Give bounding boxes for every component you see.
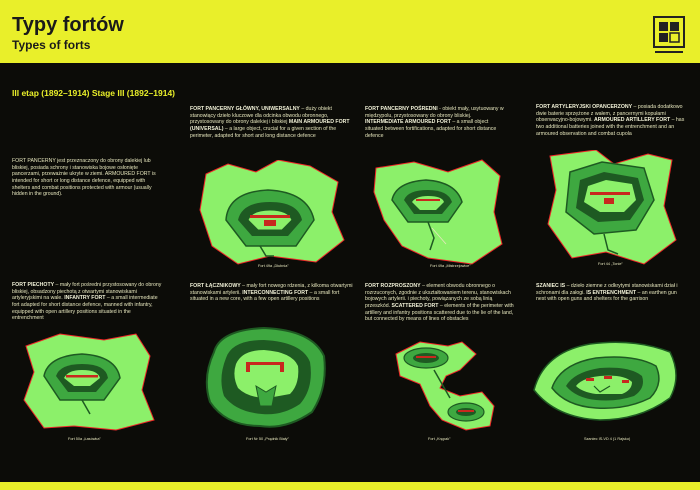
fort-interconnecting-desc-en: – a small fort situated in a new core, with a few open artillery positions <box>190 289 340 303</box>
fort-infantry-desc-pl: – mały fort pośredni przystosowany do obrony bliskiej, obsadzony piechotą z otwartymi stanowiskami artyleryjskimi na wale. <box>12 282 162 302</box>
fort-interconnecting-desc-pl: – mały fort nowego rdzenia, z kilkoma otwartymi stanowiskami artylerii. <box>190 283 353 296</box>
fort-artillery-plan <box>544 150 678 266</box>
fort-intermediate-name-en: INTERMEDIATE ARMOURED FORT <box>365 119 451 126</box>
fort-artillery-name-pl: FORT ARTYLERYJSKI OPANCERZONY <box>536 104 633 110</box>
fort-entrenchment-name-en: IS ENTRENCHMENT <box>586 289 637 296</box>
fort-interconnecting-name-pl: FORT ŁĄCZNIKOWY <box>190 283 241 289</box>
fort-main-caption: Fort 49a „Dłubnia” <box>258 264 289 268</box>
fort-scattered-desc-en: – elements of the perimeter with artillery and infantry positions scattered due to the lie of the land, but connected by means of lines of obstacles <box>365 302 514 323</box>
fort-scattered-text <box>365 283 515 323</box>
fort-main-desc-en: – a large object, crucial for a given section of the perimeter, adapted for short and long distance defence <box>190 125 337 139</box>
fort-infantry-name-pl: FORT PIECHOTY <box>12 282 55 288</box>
fort-intermediate-caption: Fort 49a „Mistrzejowice” <box>430 264 471 268</box>
fort-entrenchment-desc-en: – an earthen gun nest with open guns and shelters for the garrison <box>536 289 677 303</box>
board-subtitle: Types of forts <box>12 38 91 52</box>
fort-infantry-plan <box>20 330 158 432</box>
intro-en: ARMOURED FORT is intended for short or long distance defence, equipped with shelters and combat positions protected with armour (usually hidden in the ground). <box>12 171 156 198</box>
fort-artillery-name-en: ARMOURED ARTILLERY FORT <box>593 117 671 124</box>
fort-intermediate-desc-pl: - obiekt mały, usytuowany w międzypolu, przystosowany do obrony bliskiej. <box>365 106 504 119</box>
fort-interconnecting-name-en: INTERCONNECTING FORT <box>242 289 309 296</box>
board-title: Typy fortów <box>12 14 124 36</box>
fort-intermediate-name-pl: FORT PANCERNY POŚREDNI <box>365 106 438 112</box>
fort-infantry-caption: Fort 50a „Łasówka” <box>68 437 101 441</box>
fort-entrenchment-caption: Szaniec IS-VD 4 (1 Rajsko) <box>584 437 631 441</box>
fort-artillery-caption: Fort 44 „Tonie” <box>598 262 623 266</box>
fort-scattered-name-pl: FORT ROZPROSZONY <box>365 283 421 289</box>
fort-main-name-pl: FORT PANCERNY GŁÓWNY, UNIWERSALNY <box>190 106 300 112</box>
fort-intermediate-desc-en: – a small object situated between fortifications, adapted for short distance defence <box>365 119 497 139</box>
fort-interconnecting-caption: Fort Nr 50 „Prądnik Biały” <box>246 437 289 441</box>
intro-pl: FORT PANCERNY jest przeznaczony do obrony dalekiej lub bliskiej, posiada schrony i stanowiska bojowe osłonięte pancerzami, przeważnie ukryte w ziemi. <box>12 158 151 178</box>
fort-entrenchment-plan <box>530 334 686 424</box>
fort-main-desc-pl: – duży obiekt stanowiący dzieło kluczowe dla odcinka obwodu obronnego, przystosowany do obrony dalekiej i bliskiej <box>190 106 332 126</box>
fort-intermediate-text <box>365 106 505 139</box>
fort-interconnecting-text <box>190 283 355 303</box>
fort-main-name-en: MAIN ARMOURED FORT (UNIVERSAL) <box>190 119 350 132</box>
fort-scattered-caption: Fort „Krępak” <box>428 437 451 441</box>
bottom-strip <box>0 482 700 490</box>
fort-infantry-desc-en: – a small intermediate fort adapted for short distance defence, manned with infantry, equipped with open artillery positions situated in the entrenchment <box>12 295 158 322</box>
fort-entrenchment-text <box>536 283 686 303</box>
fort-artillery-desc-pl: – posiada dodatkowo dwie baterie sprzężone z wałem, z pancernymi kopułami obserwacyjno-bojowymi. <box>536 104 683 124</box>
fort-scattered-desc-pl: – element obwodu obronnego o rozrzuconych, zgodnie z ukształtowaniem terenu, stanowiskach bojowych artylerii. i piechoty, powiązanych ze sobą linią przeszkód. <box>365 283 511 309</box>
fort-scattered-name-en: SCATTERED FORT <box>391 302 439 309</box>
fort-entrenchment-name-pl: SZANIEC IS <box>536 283 566 289</box>
fort-artillery-text <box>536 104 686 137</box>
fort-intermediate-plan <box>372 158 504 266</box>
fort-entrenchment-desc-pl: – dzieło ziemne z odkrytymi stanowiskami dział i schronami dla załogi. <box>536 283 678 296</box>
fort-main-text <box>190 106 355 139</box>
fort-main-plan <box>198 160 348 268</box>
fort-artillery-desc-en: – has two additional batteries joined with the entrenchment and an armoured observation and combat cupola <box>536 117 685 137</box>
fort-scattered-plan <box>390 340 500 432</box>
museum-logo-icon <box>651 14 687 58</box>
fort-interconnecting-plan <box>200 326 330 430</box>
stage-heading: III etap (1892–1914) Stage III (1892–1914) <box>12 88 176 98</box>
intro-text <box>12 158 160 198</box>
fort-infantry-name-en: INFANTRY FORT <box>64 295 106 302</box>
fort-infantry-text <box>12 282 162 322</box>
